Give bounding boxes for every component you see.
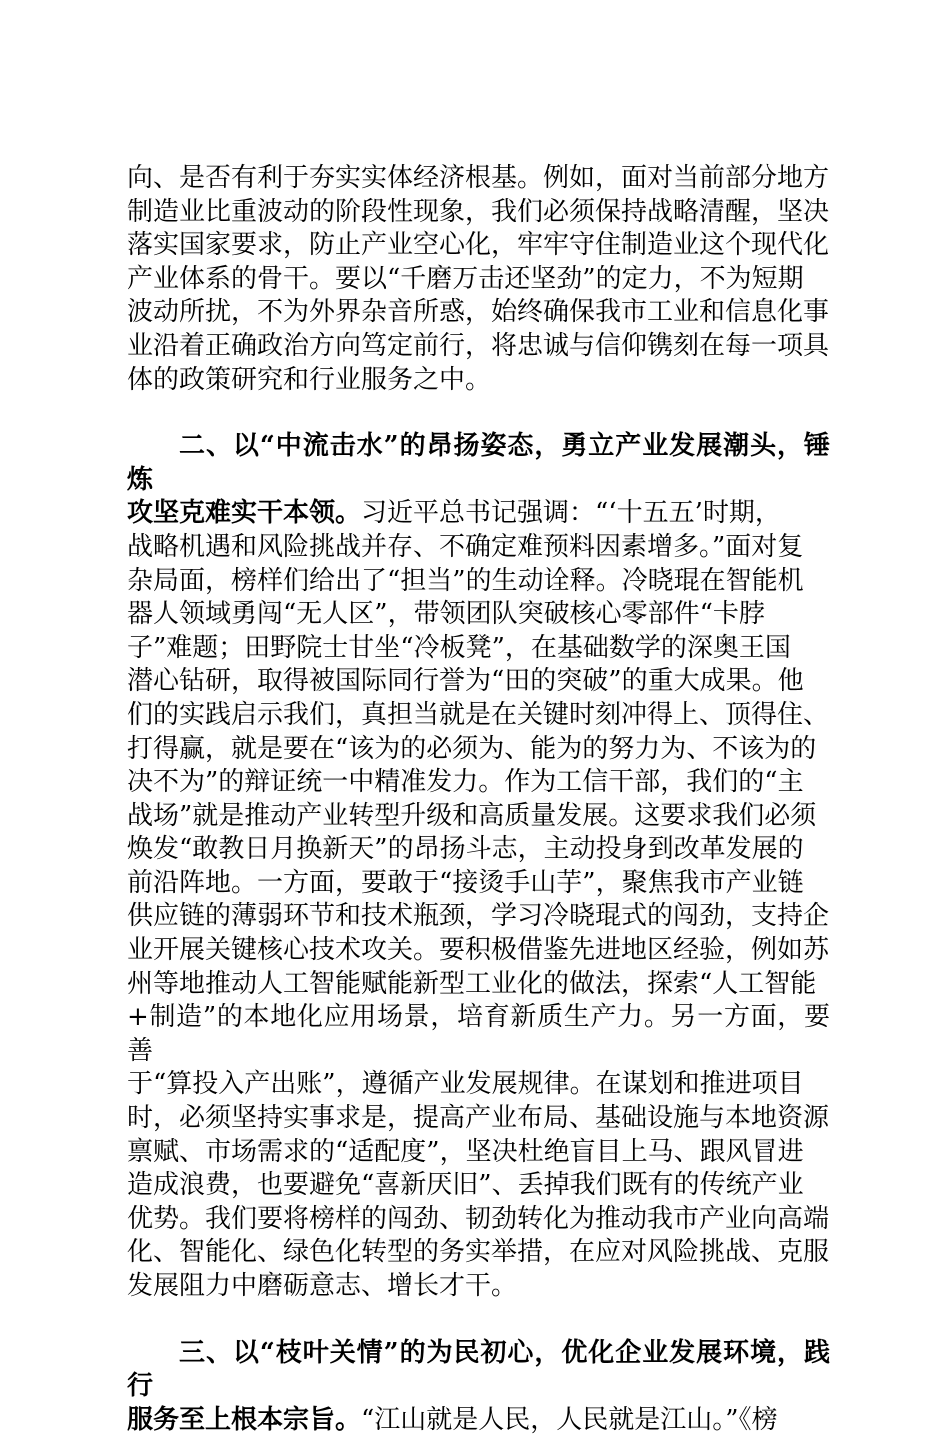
paragraph-section-two [127, 430, 830, 1303]
paragraph-section-three [127, 1337, 830, 1437]
section-three-body: “江山就是人民，人民就是江山。”《榜 [361, 1404, 778, 1435]
document-page [127, 162, 830, 1437]
section-three-heading: 三、以“枝叶关情”的为民初心，优化企业发展环境，践行 服务至上根本宗旨。 [127, 1337, 830, 1435]
section-two-heading: 二、以“中流击水”的昂扬姿态，勇立产业发展潮头，锤炼 攻坚克难实干本领。 [127, 431, 830, 529]
section-two-body: 习近平总书记强调：“‘十五五’时期， 战略机遇和风险挑战并存、不确定难预料因素增多。”面对复 杂局面，榜样们给出了“担当”的生动诠释。冷晓琨在智能机 器人领域勇闯“无人区”，带领团队突破核心零部件“卡脖 子”难题；田野院士甘坐“冷板凳”，在基础数学的深奥王国 潜心钻研，取得被国际同行誉为“田的突破”的重大成果。他 们的实践启示我们，真担当就是在关键时刻冲得上、顶得住、 打得赢，就是要在“该为的必须为、能为的努力为、不该为的 决不为”的辩证统一中精准发力。作为工信干部，我们的“主 战场”就是推动产业转型升级和高质量发展。这要求我们必须 焕发“敢教日月换新天”的昂扬斗志，主动投身到改革发展的 前沿阵地。一方面，要敢于“接烫手山芋”，聚焦我市产业链 供应链的薄弱环节和技术瓶颈，学习冷晓琨式的闯劲，支持企 业开展关键核心技术攻关。要积极借鉴先进地区经验，例如苏 州等地推动人工智能赋能新型工业化的做法，探索“人工智能 +制造”的本地化应用场景，培育新质生产力。另一方面，要善 于“算投入产出账”，遵循产业发展规律。在谋划和推进项目 时，必须坚持实事求是，提高产业布局、基础设施与本地资源 禀赋、市场需求的“适配度”，坚决杜绝盲目上马、跟风冒进 造成浪费，也要避免“喜新厌旧”、丢掉我们既有的传统产业 优势。我们要将榜样的闯劲、韧劲转化为推动我市产业向高端 化、智能化、绿色化转型的务实举措，在应对风险挑战、克服 发展阻力中磨砺意志、增长才干。 [127, 498, 830, 1301]
paragraph-continuation [127, 162, 830, 397]
paragraph-1-text: 向、是否有利于夯实实体经济根基。例如，面对当前部分地方 制造业比重波动的阶段性现象，我们必须保持战略清醒，坚决 落实国家要求，防止产业空心化，牢牢守住制造业这个现代化 产业体系的骨干。要以“千磨万击还坚劲”的定力，不为短期 波动所扰，不为外界杂音所惑，始终确保我市工业和信息化事 业沿着正确政治方向笃定前行，将忠诚与信仰镌刻在每一项具 体的政策研究和行业服务之中。 [127, 163, 830, 395]
